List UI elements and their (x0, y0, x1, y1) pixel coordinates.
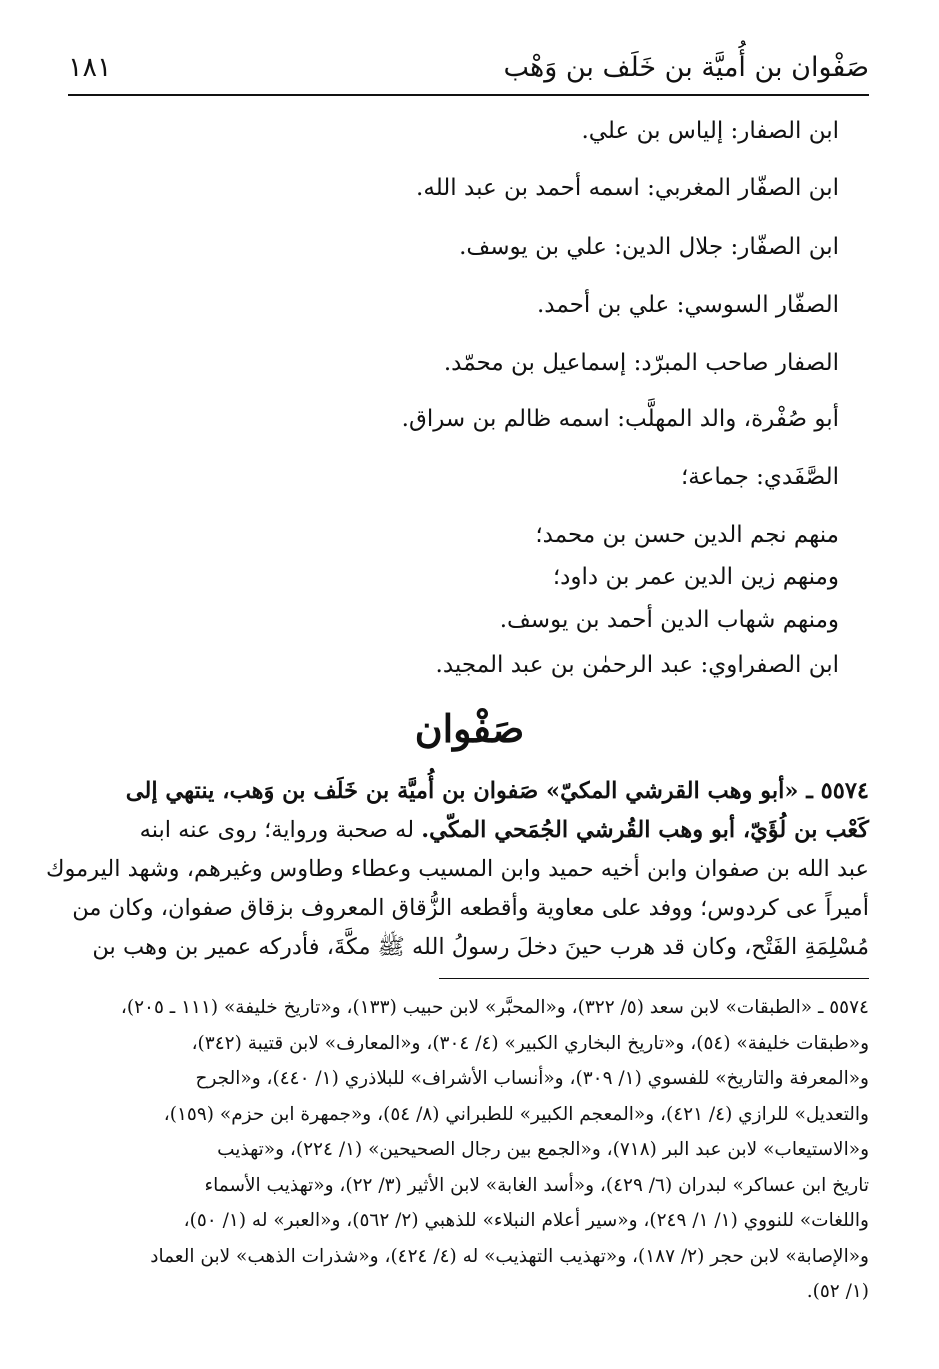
list-item: ابن الصفّار: جلال الدين: علي بن يوسف. (459, 234, 839, 260)
footnote-line: و«الإصابة» لابن حجر (٢/ ١٨٧)، و«تهذيب التهذيب» له (٤/ ٤٢٤)، و«شذرات الذهب» لابن العماد (150, 1245, 869, 1267)
list-item: ابن الصفار: إلياس بن علي. (581, 118, 839, 144)
footnote-rule (439, 978, 869, 979)
page-number: ١٨١ (68, 52, 112, 83)
bio-text: له صحبة ورواية؛ روى عنه ابنه (139, 817, 422, 843)
bio-line (68, 811, 869, 850)
footnote-line: و«طبقات خليفة» (٥٤)، و«تاريخ البخاري الكبير» (٤/ ٣٠٤)، و«المعارف» لابن قتيبة (٣٤٢)، (191, 1032, 869, 1054)
footnote-line: و«المعرفة والتاريخ» للفسوي (١/ ٣٠٩)، و«أنساب الأشراف» للبلاذري (١/ ٤٤٠)، و«الجرح (195, 1068, 869, 1089)
bio-line: عبد الله بن صفوان وابن أخيه حميد وابن المسيب وعطاء وطاوس وغيرهم، وشهد اليرموك (45, 856, 869, 882)
list-item: ابن الصفّار المغربي: اسمه أحمد بن عبد الله. (416, 175, 839, 201)
list-item: ومنهم شهاب الدين أحمد بن يوسف. (499, 607, 839, 633)
biography-entry (45, 772, 869, 967)
list-item: أبو صُفْرة، والد المهلَّب: اسمه ظالم بن سراق. (401, 406, 839, 432)
footnote-line: (١/ ٥٢). (806, 1281, 869, 1302)
list-item: الصفّار السوسي: علي بن أحمد. (536, 292, 839, 318)
bio-line: مُسْلِمَةِ الفَتْح، وكان قد هرب حينَ دخلَ رسولُ الله ﷺ مكَّةَ، فأدركه عمير بن وهب بن (92, 934, 869, 960)
footnote-line: واللغات» للنووي (١/ ١/ ٢٤٩)، و«سير أعلام النبلاء» للذهبي (٢/ ٥٦٢)، و«العبر» له (١/ ٥٠)، (183, 1210, 869, 1231)
bio-line: ٥٥٧٤ ـ «أبو وهب القرشي المكيّ» صَفوان بن أُميَّة بن خَلَف بن وَهب، ينتهي إلى (125, 778, 869, 804)
running-title: صَفْوان بن أُميَّة بن خَلَف بن وَهْب (503, 52, 869, 83)
section-heading: صَفْوان (414, 706, 525, 751)
footnote-line: تاريخ ابن عساكر» لبدران (٦/ ٤٢٩)، و«أسد الغابة» لابن الأثير (٣/ ٢٢)، و«تهذيب الأسماء (204, 1174, 869, 1196)
footnote-line: و«الاستيعاب» لابن عبد البر (٧١٨)، و«الجمع بين رجال الصحيحين» (١/ ٢٢٤)، و«تهذيب (217, 1139, 869, 1160)
footnote-line: والتعديل» للرازي (٤/ ٤٢١)، و«المعجم الكبير» للطبراني (٨/ ٥٤)، و«جمهرة ابن حزم» (١٥٩)، (163, 1103, 869, 1125)
bio-line: أميراً عى كردوس؛ ووفد على معاوية وأقطعه الزُّقاق المعروف بزقاق صفوان، وكان من (72, 895, 869, 921)
header-rule (68, 94, 869, 96)
bio-name: كَعْب بن لُؤَيّ، أبو وهب القُرشي الجُمَحي المكّي. (421, 817, 869, 843)
footnote-line: ٥٥٧٤ ـ «الطبقات» لابن سعد (٥/ ٣٢٢)، و«المحبَّر» لابن حبيب (١٣٣)، و«تاريخ خليفة» (١١١ ـ ٢٠٥)، (120, 997, 869, 1018)
list-item: الصَّفَدي: جماعة؛ (680, 464, 839, 490)
list-item: منهم نجم الدين حسن بن محمد؛ (535, 522, 839, 548)
footnotes (68, 990, 869, 1310)
list-item: الصفار صاحب المبرّد: إسماعيل بن محمّد. (443, 350, 839, 376)
running-header (68, 52, 869, 92)
list-item: ومنهم زين الدين عمر بن داود؛ (552, 564, 839, 590)
list-item: ابن الصفراوي: عبد الرحمٰن بن عبد المجيد. (435, 652, 839, 678)
